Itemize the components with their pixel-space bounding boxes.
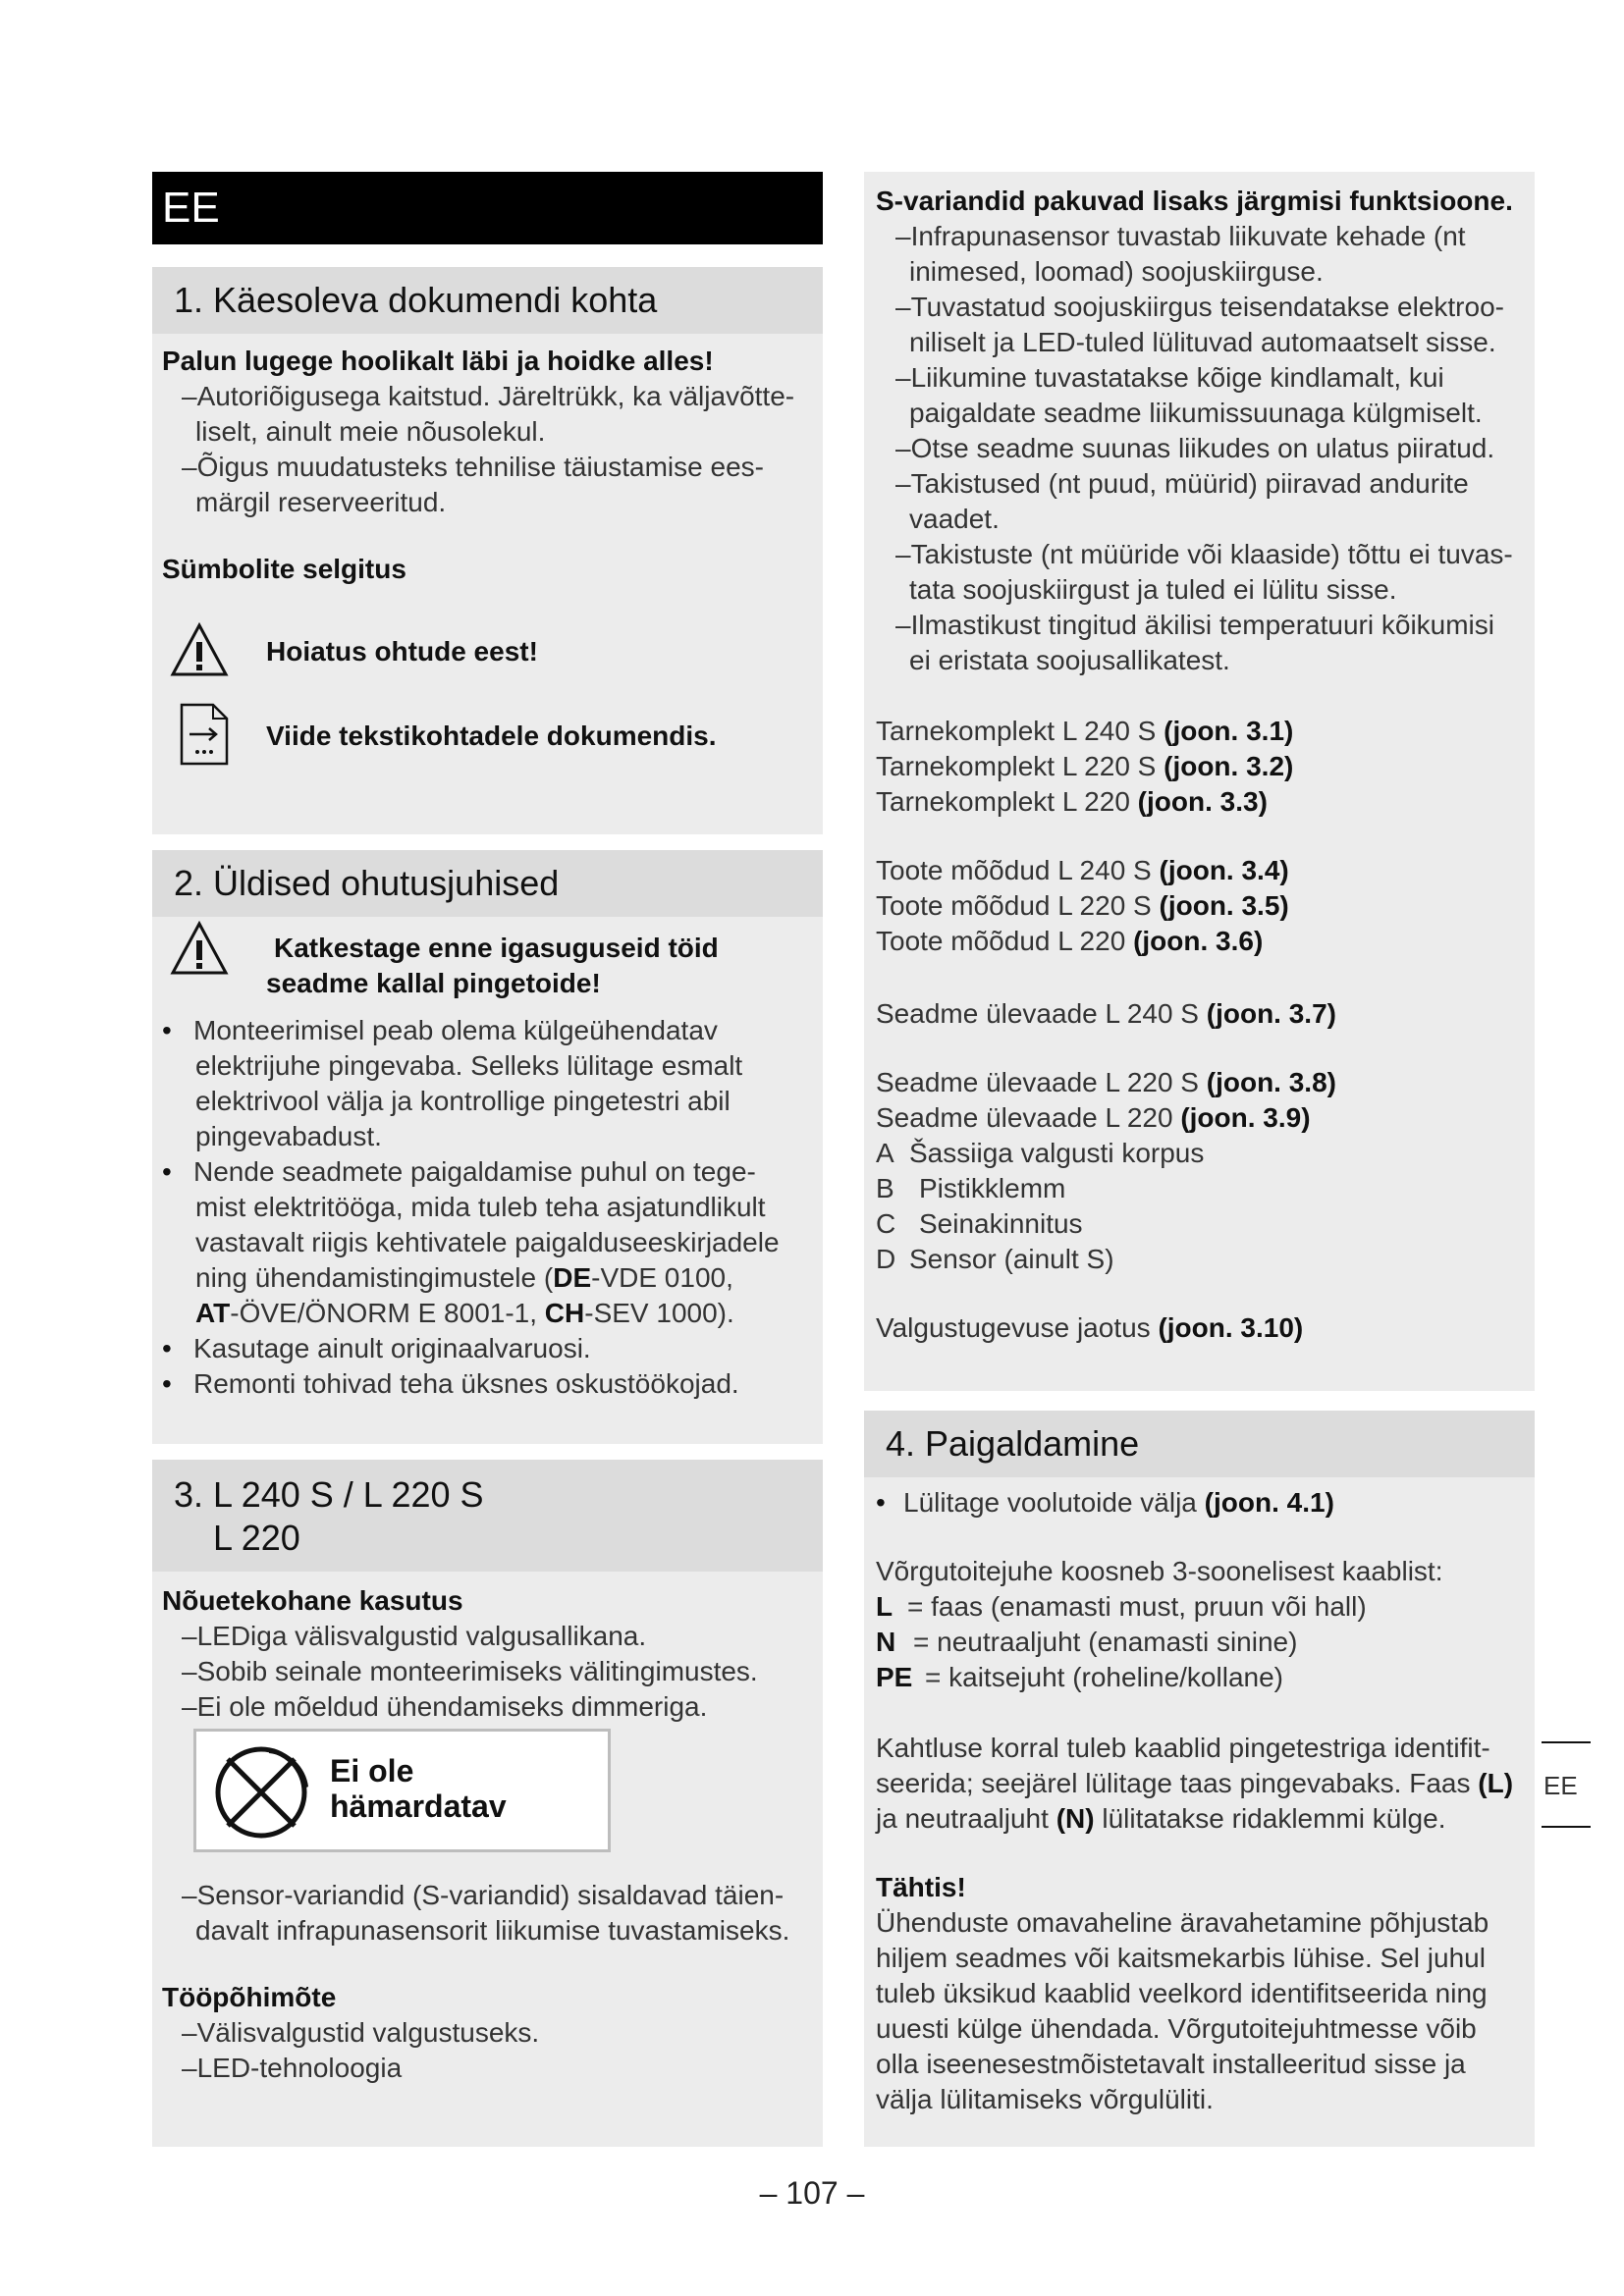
section-4-bullet-text: Lülitage voolutoide välja xyxy=(903,1487,1205,1518)
dimensions-line xyxy=(876,853,1289,888)
warning-triangle-icon xyxy=(170,921,229,976)
no-dimmer-icon xyxy=(210,1741,312,1843)
figure-ref: (joon. 3.5) xyxy=(1159,890,1289,921)
principle-heading: Tööpõhimõte xyxy=(162,1982,337,2012)
legend-key: C xyxy=(876,1208,896,1239)
section-3-title-line: 3. L 240 S / L 220 S xyxy=(174,1474,484,1515)
section-2-warning: Katkestage enne igasuguseid töid xyxy=(274,933,719,963)
section-3-panel xyxy=(152,1460,823,2147)
important-line: välja lülitamiseks võrgulüliti. xyxy=(876,2084,1214,2114)
section-4-panel xyxy=(864,1411,1535,2147)
symbols-heading: Sümbolite selgitus xyxy=(162,554,406,584)
light-distribution-label: Valgustugevuse jaotus xyxy=(876,1312,1159,1343)
doubt-line xyxy=(876,1801,1445,1837)
standard-ch: -SEV 1000). xyxy=(584,1298,734,1328)
figure-ref: (joon. 3.4) xyxy=(1159,855,1289,885)
overview-label: Seadme ülevaade L 220 xyxy=(876,1102,1181,1133)
wire-value: = neutraaljuht (enamasti sinine) xyxy=(913,1627,1298,1657)
sensor-line: davalt infrapunasensorit liikumise tuvastamiseks. xyxy=(195,1915,790,1946)
important-line: Ühenduste omavaheline äravahetamine põhjustab xyxy=(876,1907,1489,1938)
important-line: hiljem seadmes või kaitsmekarbis lühise. Sel juhul xyxy=(876,1943,1486,1973)
wire-value: = kaitsejuht (roheline/kollane) xyxy=(925,1662,1283,1692)
section-2-bullet-line: mist elektritööga, mida tuleb teha asjatundlikult xyxy=(195,1192,766,1222)
sensor-function-line: –Liikumine tuvastatakse kõige kindlamalt, kui xyxy=(895,362,1444,393)
side-tab-rule-top xyxy=(1542,1741,1591,1743)
light-distribution-line xyxy=(876,1310,1303,1346)
legend-value: Seinakinnitus xyxy=(919,1208,1083,1239)
wire-value: = faas (enamasti must, pruun või hall) xyxy=(907,1591,1367,1622)
overview-line xyxy=(876,1100,1311,1136)
delivery-line xyxy=(876,749,1293,784)
country-at: AT xyxy=(195,1298,231,1328)
legend-key: A xyxy=(876,1138,894,1168)
language-tag: EE xyxy=(162,184,220,232)
neutral-ref: (N) xyxy=(1056,1803,1095,1834)
section-1-title: 1. Käesoleva dokumendi kohta xyxy=(152,267,823,334)
section-4-bullet xyxy=(903,1485,1334,1521)
figure-ref: (joon. 3.3) xyxy=(1137,786,1268,817)
dimensions-label: Toote mõõdud L 220 S xyxy=(876,890,1160,921)
section-2-title: 2. Üldised ohutusjuhised xyxy=(152,850,823,917)
warning-text: Hoiatus ohtude eest! xyxy=(266,636,538,667)
section-4-title: 4. Paigaldamine xyxy=(864,1411,1535,1477)
overview-line xyxy=(876,996,1336,1032)
legend-value: Pistikklemm xyxy=(919,1173,1066,1203)
principle-line: –Välisvalgustid valgustuseks. xyxy=(182,2017,540,2048)
section-2-bullet-line xyxy=(195,1296,734,1331)
bullet-icon: • xyxy=(162,1368,172,1399)
section-1-panel xyxy=(152,267,823,834)
doubt-text: lülitatakse ridaklemmi külge. xyxy=(1094,1803,1446,1834)
overview-label: Seadme ülevaade L 220 S xyxy=(876,1067,1207,1097)
bullet-icon: • xyxy=(876,1487,886,1518)
section-2-bullet-line: Remonti tohivad teha üksnes oskustöökojad. xyxy=(193,1368,739,1399)
page-number: – 107 – xyxy=(759,2175,865,2211)
delivery-line xyxy=(876,714,1293,749)
figure-ref: (joon. 3.6) xyxy=(1133,926,1264,956)
figure-ref: (joon. 3.7) xyxy=(1206,998,1336,1029)
delivery-label: Tarnekomplekt L 240 S xyxy=(876,716,1164,746)
figure-ref: (joon. 3.9) xyxy=(1180,1102,1311,1133)
doubt-text: ja neutraaljuht xyxy=(876,1803,1056,1834)
document-reference-icon xyxy=(180,703,229,766)
dimensions-line xyxy=(876,888,1289,924)
delivery-label: Tarnekomplekt L 220 S xyxy=(876,751,1164,781)
section-2-panel xyxy=(152,850,823,1444)
sensor-function-line: –Infrapunasensor tuvastab liikuvate kehade (nt xyxy=(895,221,1466,251)
sensor-function-line: –Takistuste (nt müüride või klaaside) tõttu ei tuvas- xyxy=(895,539,1513,569)
section-2-bullet-line: vastavalt riigis kehtivatele paigalduseeskirjadele xyxy=(195,1227,780,1257)
warning-triangle-icon xyxy=(170,622,229,677)
side-tab-label: EE xyxy=(1543,1771,1578,1800)
sensor-function-line: –Otse seadme suunas liikudes on ulatus piiratud. xyxy=(895,433,1495,463)
doubt-line: Kahtluse korral tuleb kaablid pingetestriga identifit- xyxy=(876,1733,1490,1763)
standard-at: -ÖVE/ÖNORM E 8001-1, xyxy=(230,1298,545,1328)
sensor-line: –Sensor-variandid (S-variandid) sisaldavad täien- xyxy=(182,1880,785,1910)
figure-ref: (joon. 3.1) xyxy=(1164,716,1294,746)
section-2-bullet-line: elektrijuhe pingevaba. Selleks lülitage esmalt xyxy=(195,1050,743,1081)
section-1-line: märgil reserveeritud. xyxy=(195,487,447,517)
use-line: –LEDiga välisvalgustid valgusallikana. xyxy=(182,1621,647,1651)
section-2-bullet-line: elektrivool välja ja kontrollige pingetestri abil xyxy=(195,1086,731,1116)
figure-ref: (joon. 4.1) xyxy=(1204,1487,1334,1518)
overview-line xyxy=(876,1065,1336,1100)
section-2-bullet-line: Nende seadmete paigaldamise puhul on tege- xyxy=(193,1156,756,1187)
standard-de: -VDE 0100, xyxy=(591,1262,733,1293)
section-2-bullet-line: Monteerimisel peab olema külgeühendatav xyxy=(193,1015,718,1045)
sensor-function-line: tata soojuskiirgust ja tuled ei lülitu sisse. xyxy=(909,574,1397,605)
figure-ref: (joon. 3.2) xyxy=(1164,751,1294,781)
sensor-function-line: –Tuvastatud soojuskiirgus teisendatakse elektroo- xyxy=(895,292,1504,322)
not-dimmable-box xyxy=(193,1729,611,1852)
side-tab-rule-bottom xyxy=(1542,1826,1591,1828)
important-line: tuleb üksikud kaablid veelkord identifitseerida ning xyxy=(876,1978,1488,2008)
legend-key: D xyxy=(876,1244,896,1274)
section-1-line: –Õigus muudatusteks tehnilise täiustamise ees- xyxy=(182,452,764,482)
section-1-intro: Palun lugege hoolikalt läbi ja hoidke alles! xyxy=(162,346,714,376)
wire-key: N xyxy=(876,1627,896,1657)
cable-intro: Võrgutoitejuhe koosneb 3-soonelisest kaablist: xyxy=(876,1556,1443,1586)
sensor-function-line: –Ilmastikust tingitud äkilisi temperatuuri kõikumisi xyxy=(895,610,1494,640)
use-line: –Ei ole mõeldud ühendamiseks dimmeriga. xyxy=(182,1691,708,1722)
section-2-bullet-line: pingevabadust. xyxy=(195,1121,382,1151)
figure-ref: (joon. 3.8) xyxy=(1206,1067,1336,1097)
delivery-line xyxy=(876,784,1268,820)
important-line: olla iseenesestmõistetavalt installeeritud sisse ja xyxy=(876,2049,1466,2079)
not-dimmable-text: hämardatav xyxy=(330,1789,507,1824)
section-2-bullet-line xyxy=(195,1260,733,1296)
sensor-function-line: ei eristata soojusallikatest. xyxy=(909,645,1230,675)
sensor-function-line: –Takistused (nt puud, müürid) piiravad andurite xyxy=(895,468,1469,499)
use-line: –Sobib seinale monteerimiseks välitingimustes. xyxy=(182,1656,758,1686)
figure-ref: (joon. 3.10) xyxy=(1158,1312,1304,1343)
sensor-function-line: paigaldate seadme liikumissuunaga külgmiselt. xyxy=(909,398,1483,428)
principle-line: –LED-tehnoloogia xyxy=(182,2053,403,2083)
wire-key: L xyxy=(876,1591,893,1622)
sensor-function-line: niliselt ja LED-tuled lülituvad automaatselt sisse. xyxy=(909,327,1496,357)
dimensions-label: Toote mõõdud L 220 xyxy=(876,926,1134,956)
bullet-icon: • xyxy=(162,1015,172,1045)
dimensions-line xyxy=(876,924,1263,959)
important-line: uuesti külge ühendada. Võrgutoitejuhtmesse võib xyxy=(876,2013,1477,2044)
doubt-line xyxy=(876,1766,1513,1801)
wire-key: PE xyxy=(876,1662,913,1692)
sensor-functions-heading: S-variandid pakuvad lisaks järgmisi funktsioone. xyxy=(876,186,1513,216)
country-ch: CH xyxy=(544,1298,585,1328)
legend-value: Šassiiga valgusti korpus xyxy=(909,1138,1205,1168)
bullet-icon: • xyxy=(162,1333,172,1363)
section-1-line: liselt, ainult meie nõusolekul. xyxy=(195,416,546,447)
not-dimmable-text: Ei ole xyxy=(330,1753,414,1789)
sensor-function-line: vaadet. xyxy=(909,504,1000,534)
section-3-title-line: L 220 xyxy=(213,1518,300,1558)
important-heading: Tähtis! xyxy=(876,1872,966,1902)
delivery-label: Tarnekomplekt L 220 xyxy=(876,786,1138,817)
phase-ref: (L) xyxy=(1478,1768,1514,1798)
standards-text: ning ühendamistingimustele ( xyxy=(195,1262,554,1293)
sensor-function-line: inimesed, loomad) soojuskiirguse. xyxy=(909,256,1324,287)
language-bar xyxy=(152,172,823,244)
section-2-bullet-line: Kasutage ainult originaalvaruosi. xyxy=(193,1333,591,1363)
overview-label: Seadme ülevaade L 240 S xyxy=(876,998,1207,1029)
country-de: DE xyxy=(553,1262,592,1293)
legend-value: Sensor (ainult S) xyxy=(909,1244,1114,1274)
section-3-title xyxy=(152,1460,823,1572)
dimensions-label: Toote mõõdud L 240 S xyxy=(876,855,1160,885)
use-heading: Nõuetekohane kasutus xyxy=(162,1585,463,1616)
section-2-warning: seadme kallal pingetoide! xyxy=(266,968,601,998)
bullet-icon: • xyxy=(162,1156,172,1187)
section-1-line: –Autoriõigusega kaitstud. Järeltrükk, ka väljavõtte- xyxy=(182,381,795,411)
reference-text: Viide tekstikohtadele dokumendis. xyxy=(266,721,717,751)
legend-key: B xyxy=(876,1173,894,1203)
doubt-text: seerida; seejärel lülitage taas pingevabaks. Faas xyxy=(876,1768,1479,1798)
sensor-functions-panel xyxy=(864,172,1535,1391)
